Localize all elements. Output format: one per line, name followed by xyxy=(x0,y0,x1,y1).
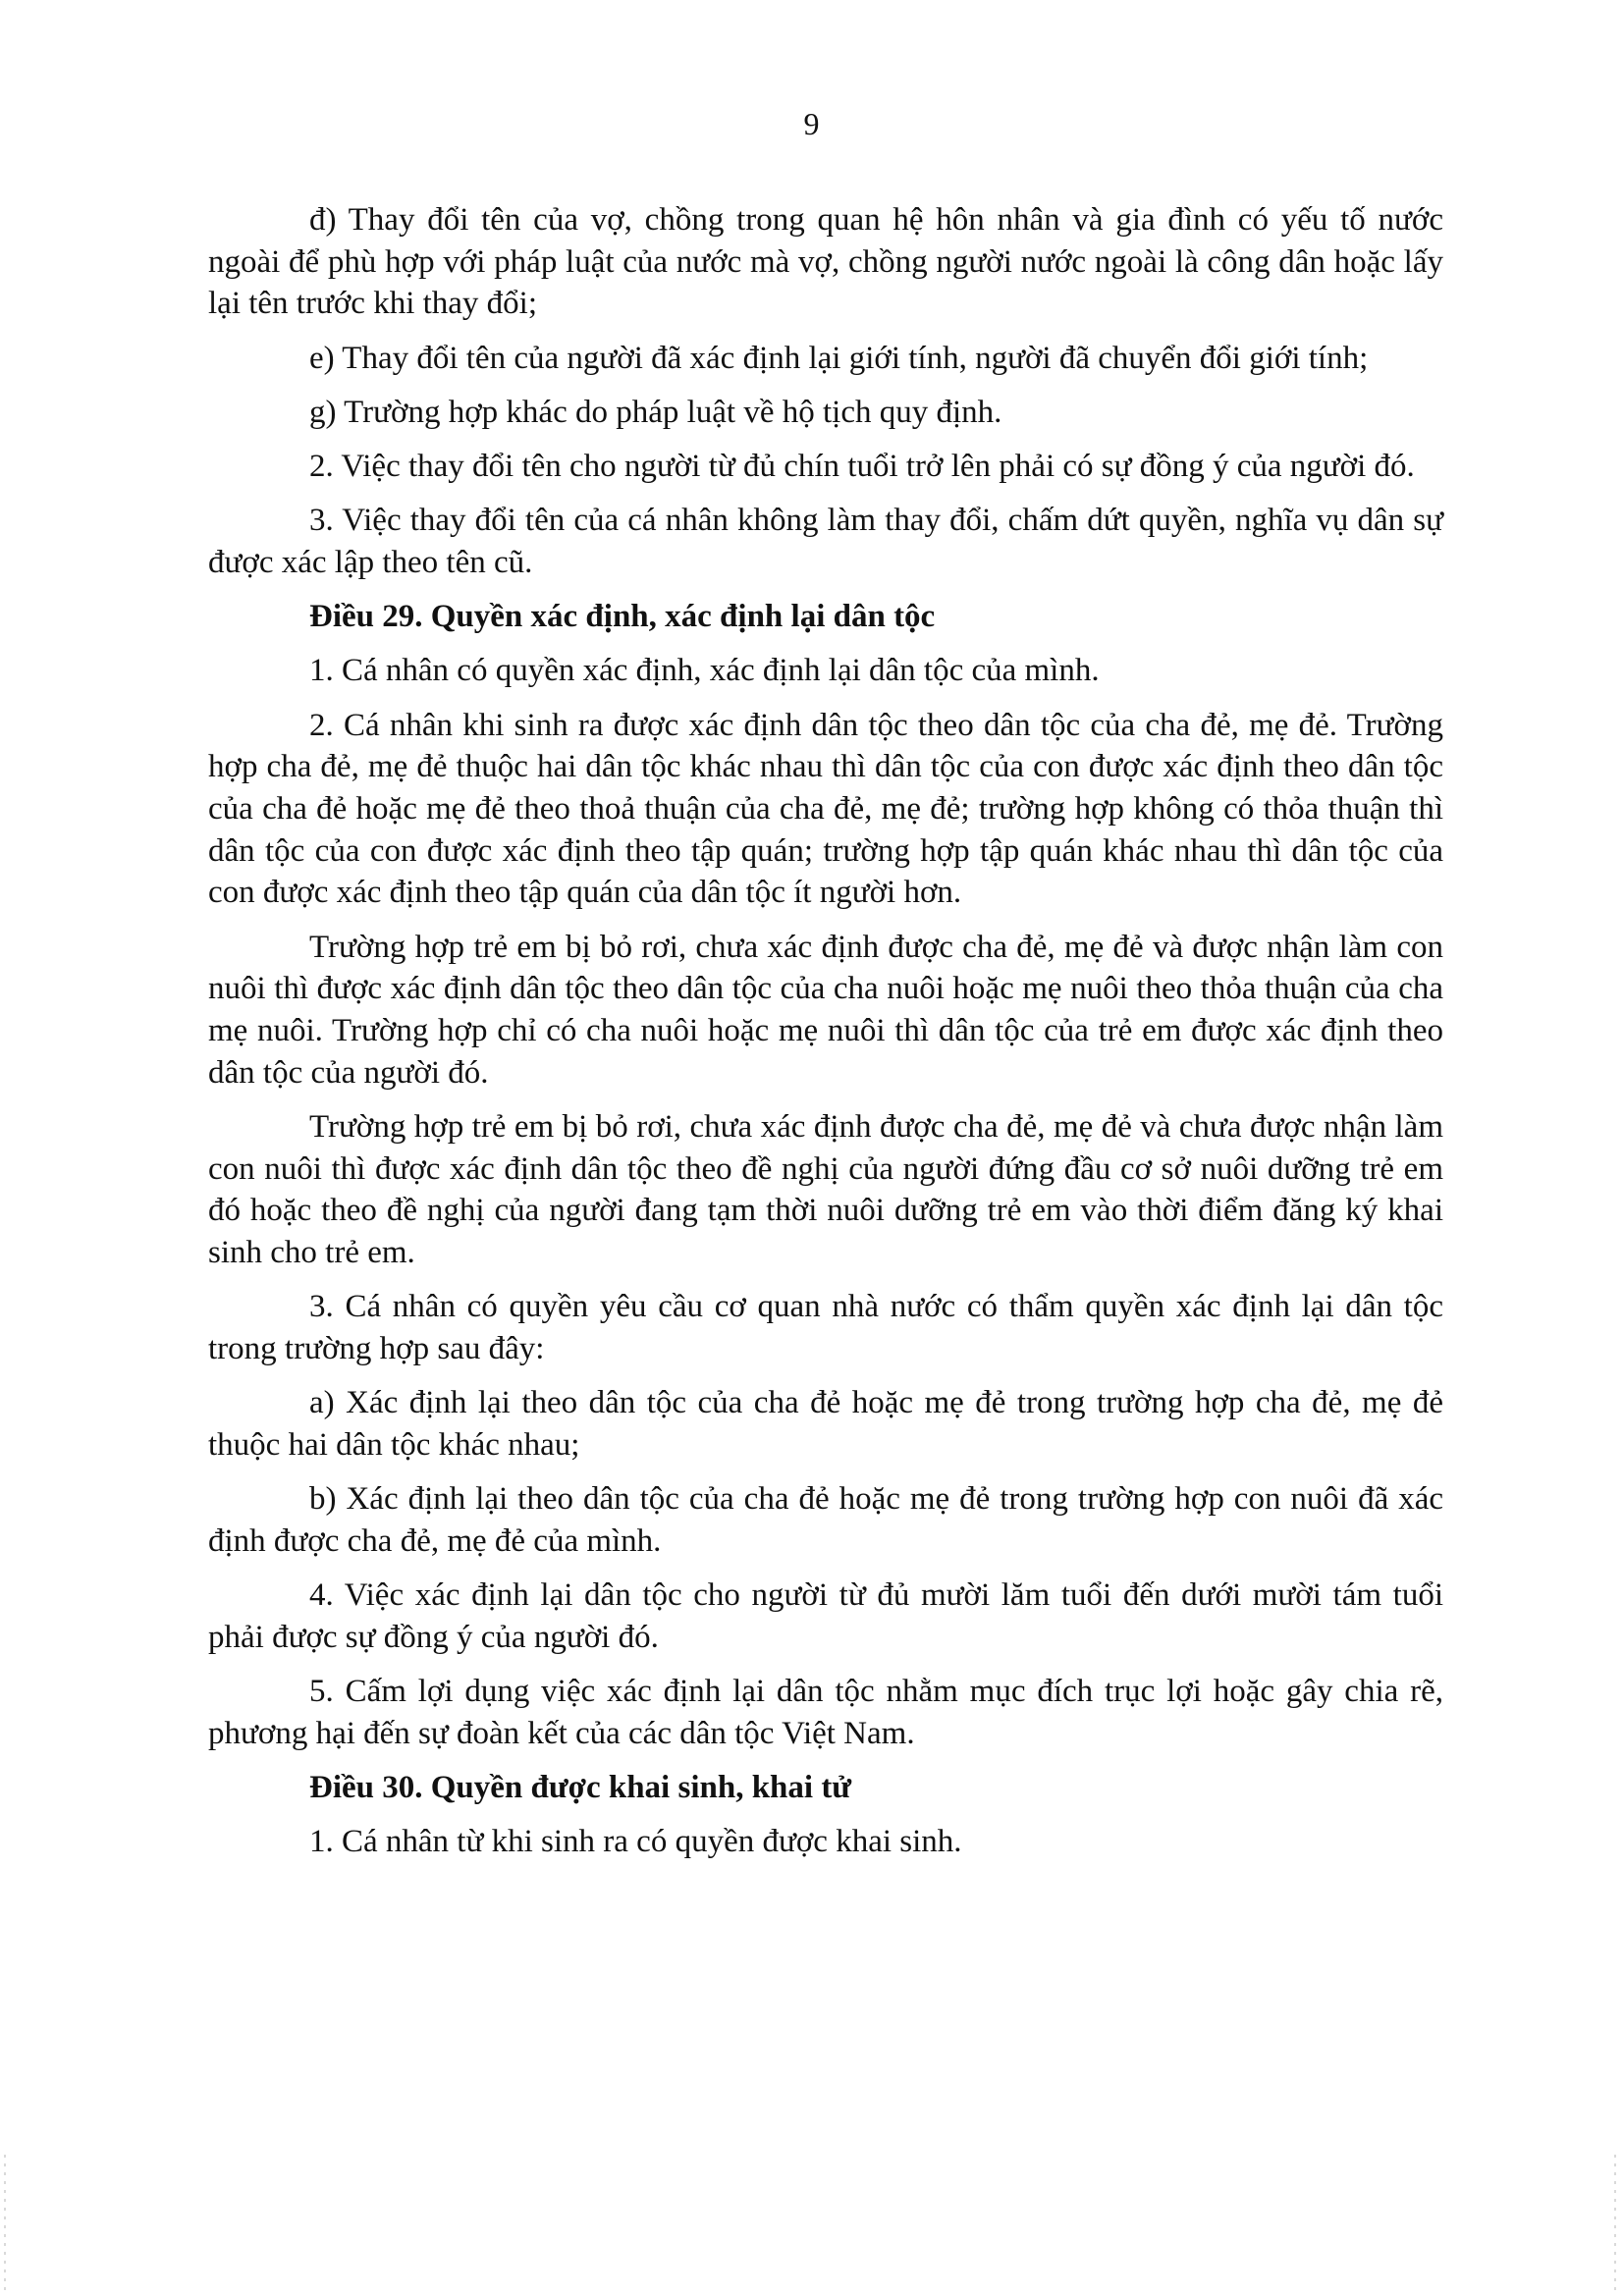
article-29-clause-1: 1. Cá nhân có quyền xác định, xác định lại dân tộc của mình. xyxy=(309,653,1100,689)
paragraph-e-gender-change: e) Thay đổi tên của người đã xác định lại giới tính, người đã chuyển đổi giới tính; xyxy=(309,340,1369,376)
paragraph-g-other-cases: g) Trường hợp khác do pháp luật về hộ tịch quy định. xyxy=(309,394,1002,430)
article-30-heading: Điều 30. Quyền được khai sinh, khai tử xyxy=(309,1769,852,1805)
article-29-clause-3a: a) Xác định lại theo dân tộc của cha đẻ hoặc mẹ đẻ trong trường hợp cha đẻ, mẹ đẻ thuộc hai dân tộc khác nhau; xyxy=(208,1385,1443,1463)
article-29-adopted-child: Trường hợp trẻ em bị bỏ rơi, chưa xác định được cha đẻ, mẹ đẻ và được nhận làm con nuôi thì được xác định dân tộc theo dân tộc của cha nuôi hoặc mẹ nuôi theo thỏa thuận của cha mẹ nuôi. Trường hợp chỉ có cha nuôi hoặc mẹ nuôi thì dân tộc của trẻ em được xác định theo dân tộc của người đó. xyxy=(208,929,1443,1091)
article-29-abandoned-child: Trường hợp trẻ em bị bỏ rơi, chưa xác định được cha đẻ, mẹ đẻ và chưa được nhận làm con nuôi thì được xác định dân tộc theo đề nghị của người đứng đầu cơ sở nuôi dưỡng trẻ em đó hoặc theo đề nghị của người đang tạm thời nuôi dưỡng trẻ em vào thời điểm đăng ký khai sinh cho trẻ em. xyxy=(208,1108,1443,1270)
scan-artifact-right xyxy=(1614,2155,1616,2292)
paragraph-d-name-change-foreign: đ) Thay đổi tên của vợ, chồng trong quan hệ hôn nhân và gia đình có yếu tố nước ngoài để phù hợp với pháp luật của nước mà vợ, chồng người nước ngoài là công dân hoặc lấy lại tên trước khi thay đổi; xyxy=(208,202,1443,322)
article-29-heading: Điều 29. Quyền xác định, xác định lại dân tộc xyxy=(309,599,936,635)
document-body xyxy=(208,199,1443,1875)
article-30-clause-1: 1. Cá nhân từ khi sinh ra có quyền được khai sinh. xyxy=(309,1823,962,1859)
article-29-clause-5: 5. Cấm lợi dụng việc xác định lại dân tộc nhằm mục đích trục lợi hoặc gây chia rẽ, phương hại đến sự đoàn kết của các dân tộc Việt Nam. xyxy=(208,1673,1443,1751)
article-29-clause-2: 2. Cá nhân khi sinh ra được xác định dân tộc theo dân tộc của cha đẻ, mẹ đẻ. Trường hợp cha đẻ, mẹ đẻ thuộc hai dân tộc khác nhau thì dân tộc của con được xác định theo dân tộc của cha đẻ hoặc mẹ đẻ theo thoả thuận của cha đẻ, mẹ đẻ; trường hợp không có thỏa thuận thì dân tộc của con được xác định theo tập quán; trường hợp tập quán khác nhau thì dân tộc của con được xác định theo tập quán của dân tộc ít người hơn. xyxy=(208,707,1443,911)
scan-artifact-left xyxy=(4,2155,6,2292)
article-29-clause-3: 3. Cá nhân có quyền yêu cầu cơ quan nhà nước có thẩm quyền xác định lại dân tộc trong trường hợp sau đây: xyxy=(208,1289,1443,1366)
article-29-clause-3b: b) Xác định lại theo dân tộc của cha đẻ hoặc mẹ đẻ trong trường hợp con nuôi đã xác định được cha đẻ, mẹ đẻ của mình. xyxy=(208,1480,1443,1559)
page-number: 9 xyxy=(803,106,820,141)
paragraph-2-consent: 2. Việc thay đổi tên cho người từ đủ chín tuổi trở lên phải có sự đồng ý của người đó. xyxy=(309,449,1415,485)
article-29-clause-4: 4. Việc xác định lại dân tộc cho người từ đủ mười lăm tuổi đến dưới mười tám tuổi phải được sự đồng ý của người đó. xyxy=(208,1576,1443,1655)
paragraph-3-rights-unchanged: 3. Việc thay đổi tên của cá nhân không làm thay đổi, chấm dứt quyền, nghĩa vụ dân sự được xác lập theo tên cũ. xyxy=(208,503,1443,580)
